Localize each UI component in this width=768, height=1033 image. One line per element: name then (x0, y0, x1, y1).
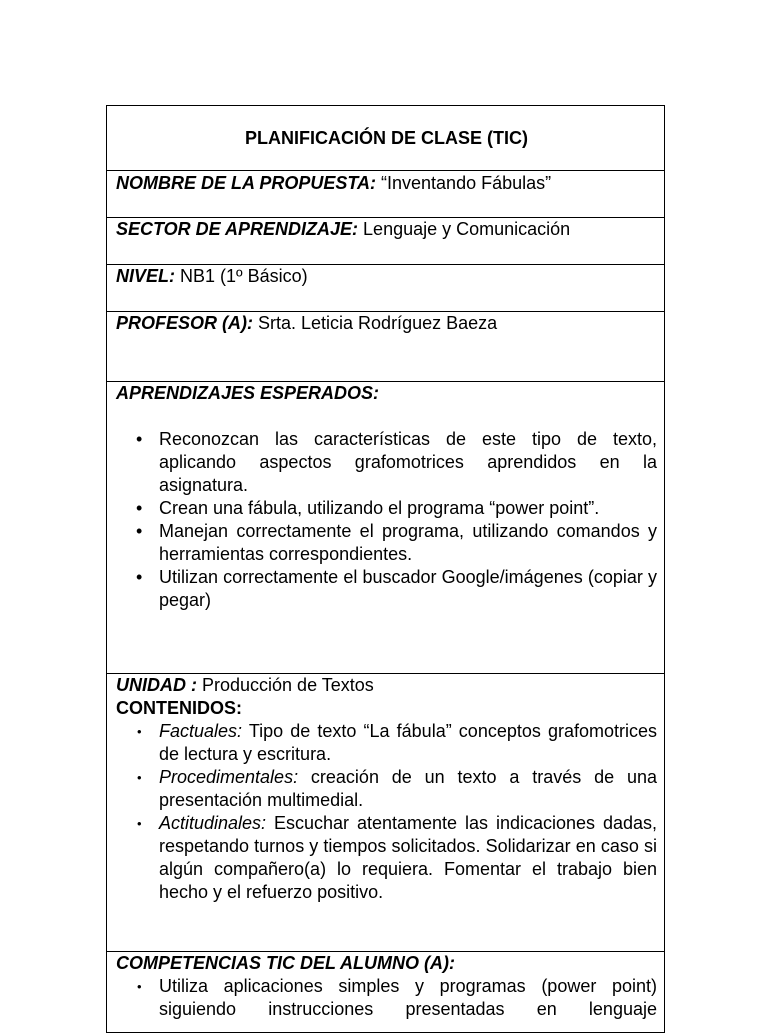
content-text: Tipo de texto “La fábula” conceptos grafomotrices de lectura y escritura. (159, 721, 657, 764)
expected-learning-label: APRENDIZAJES ESPERADOS: (116, 383, 380, 403)
list-item: • Utiliza aplicaciones simples y programas (power point) siguiendo instrucciones presentadas en lenguaje (159, 975, 657, 1021)
unit-row (107, 674, 664, 952)
unit-value: Producción de Textos (197, 675, 374, 695)
tic-competencies-label: COMPETENCIAS TIC DEL ALUMNO (A): (116, 953, 455, 973)
proposal-name-label: NOMBRE DE LA PROPUESTA: (116, 173, 377, 193)
expected-learning-list (116, 428, 657, 612)
expected-learning-row (107, 382, 664, 674)
learning-sector-row (107, 218, 664, 265)
content-term: Procedimentales: (159, 767, 299, 787)
unit-label: UNIDAD : (116, 675, 197, 695)
list-item (159, 812, 657, 904)
unit-line (116, 674, 657, 697)
list-item: • Reconozcan las características de este tipo de texto, aplicando aspectos grafomotrices aprendidos en la asignatura. (159, 428, 657, 497)
proposal-name-value: “Inventando Fábulas” (376, 173, 552, 193)
teacher-label: PROFESOR (A): (116, 313, 253, 333)
content-term: Actitudinales: (159, 813, 267, 833)
tic-competencies-row (107, 952, 664, 1032)
list-item (159, 766, 657, 812)
list-item: • Manejan correctamente el programa, utilizando comandos y herramientas correspondientes. (159, 520, 657, 566)
document-title: PLANIFICACIÓN DE CLASE (TIC) (245, 127, 528, 148)
teacher-value: Srta. Leticia Rodríguez Baeza (253, 313, 498, 333)
list-item: • Utilizan correctamente el buscador Google/imágenes (copiar y pegar) (159, 566, 657, 612)
contents-label: CONTENIDOS: (116, 698, 242, 718)
contents-list (116, 720, 657, 904)
planning-table (106, 105, 665, 1033)
learning-sector-value: Lenguaje y Comunicación (358, 219, 571, 239)
table-title-row (107, 106, 664, 171)
level-value: NB1 (1º Básico) (175, 266, 308, 286)
level-label: NIVEL: (116, 266, 176, 286)
list-item: • Crean una fábula, utilizando el programa “power point”. (159, 497, 657, 520)
proposal-name-row (107, 171, 664, 218)
level-row (107, 265, 664, 312)
content-text: Escuchar atentamente las indicaciones dadas, respetando turnos y tiempos solicitados. Solidarizar en caso si algún compañero(a) lo requiera. Fomentar el trabajo bien hecho y el refuerzo positivo. (159, 813, 657, 902)
tic-competencies-list (116, 975, 657, 1021)
content-text: creación de un texto a través de una presentación multimedial. (159, 767, 657, 810)
learning-sector-label: SECTOR DE APRENDIZAJE: (116, 219, 359, 239)
list-item (159, 720, 657, 766)
teacher-row (107, 312, 664, 382)
content-term: Factuales: (159, 721, 243, 741)
